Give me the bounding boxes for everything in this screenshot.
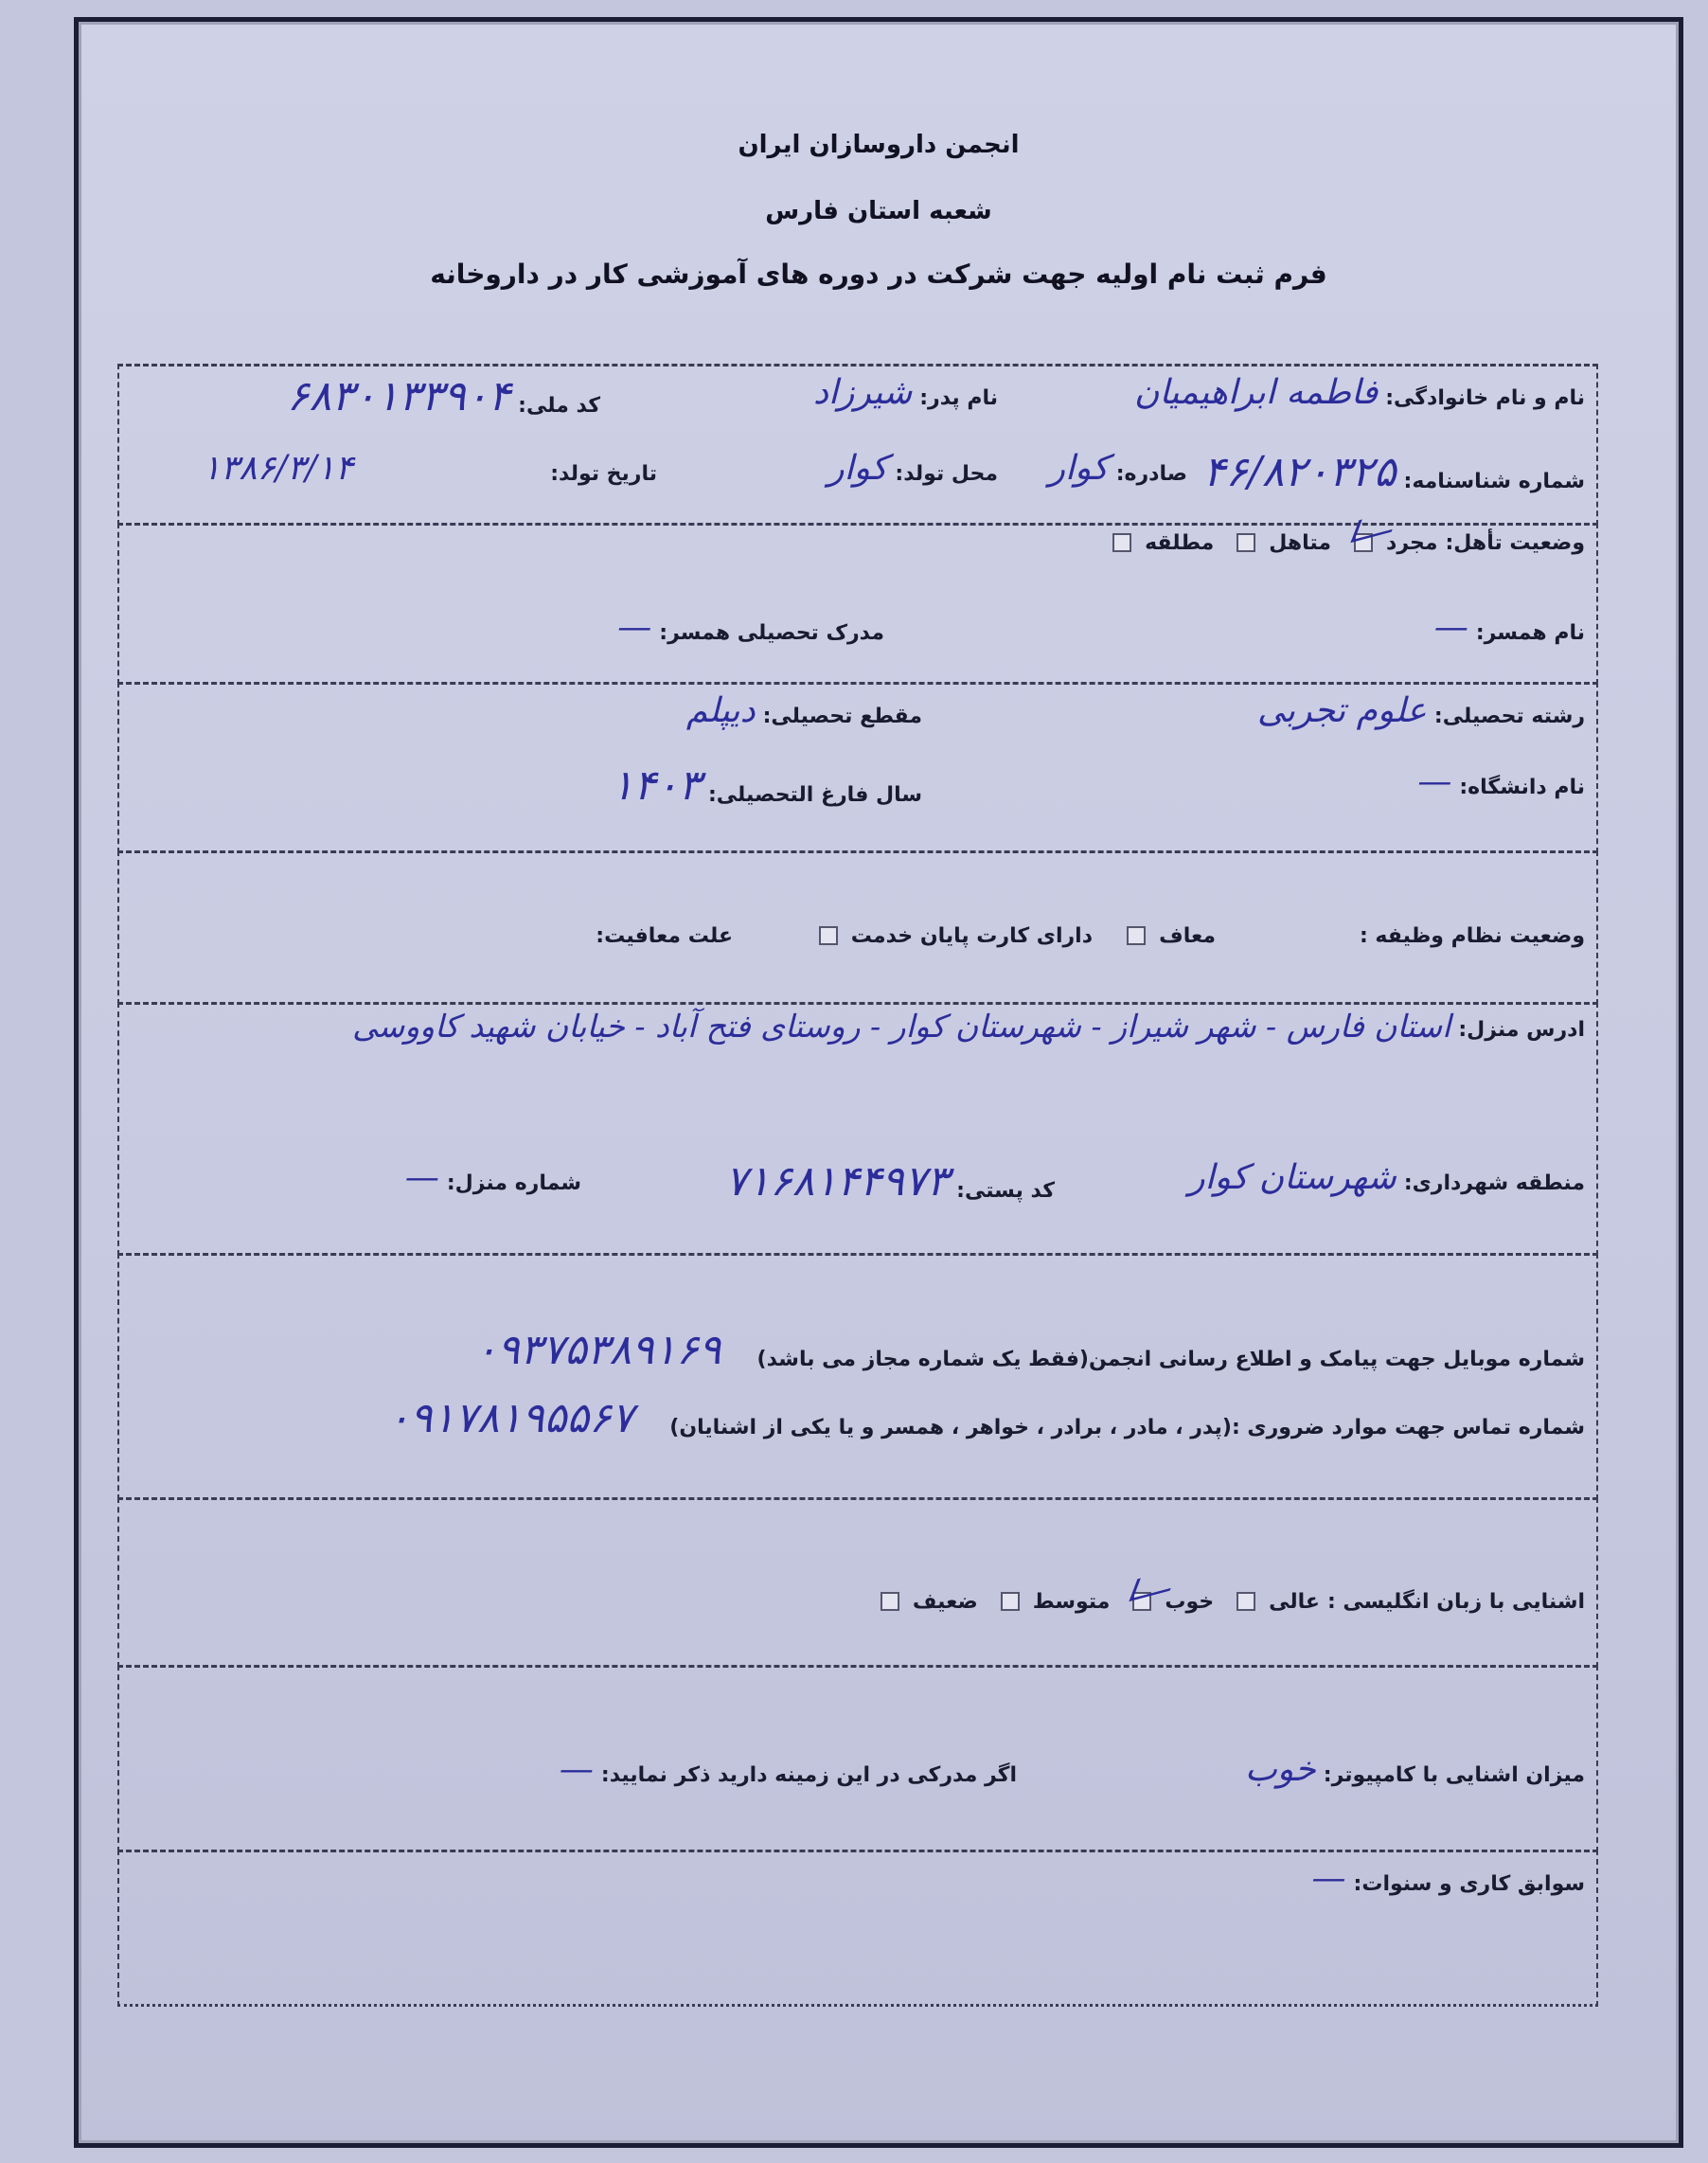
checkbox-icon[interactable] [1237, 1592, 1255, 1611]
spouse-degree-field[interactable]: مدرک تحصیلی همسر: — [617, 608, 884, 647]
marital-option-married[interactable]: متاهل [1231, 531, 1331, 555]
computer-skill-field[interactable]: میزان اشنایی با کامپیوتر: خوب [1245, 1750, 1585, 1789]
education-section [117, 682, 1598, 853]
experience-section [117, 1850, 1598, 2007]
checkbox-icon[interactable] [881, 1592, 899, 1611]
checkbox-icon[interactable] [1001, 1592, 1020, 1611]
computer-certificate-field[interactable]: اگر مدرکی در این زمینه دارید ذکر نمایید: — [559, 1750, 1017, 1789]
education-level-value: دیپلم [685, 691, 756, 730]
english-section [117, 1497, 1598, 1668]
military-section [117, 850, 1598, 1005]
form-title: فرم ثبت نام اولیه جهت شرکت در دوره های آموزشی کار در داروخانه [430, 259, 1327, 290]
checkbox-checked-icon[interactable] [1132, 1592, 1151, 1611]
id-number-value: ۴۶/۸۲۰۳۲۵ [1202, 448, 1397, 496]
university-field[interactable]: نام دانشگاه: — [1417, 762, 1585, 801]
work-experience-field[interactable]: سوابق کاری و سنوات: — [1311, 1859, 1585, 1898]
checkbox-icon[interactable] [1127, 926, 1146, 945]
organization-title: انجمن داروسازان ایران [738, 131, 1020, 159]
postal-code-value: ۷۱۶۸۱۴۴۹۷۳ [724, 1157, 950, 1206]
birth-date-field[interactable]: تاریخ تولد: ۱۳۸۶/۳/۱۴ [202, 449, 657, 488]
computer-skill-value: خوب [1245, 1750, 1316, 1789]
issued-field[interactable]: صادره: کوار [1048, 449, 1187, 488]
emergency-contact-field[interactable]: شماره تماس جهت موارد ضروری :(پدر ، مادر ، برادر ، خواهر ، همسر و یا یکی از اشنایان) ۰۹۱۷۸۱۹۵۵۶۷ [387, 1394, 1585, 1442]
emergency-contact-value: ۰۹۱۷۸۱۹۵۵۶۷ [387, 1394, 634, 1442]
spouse-degree-value: — [617, 608, 652, 647]
graduation-year-field[interactable]: سال فارغ التحصیلی: ۱۴۰۳ [611, 761, 922, 810]
spouse-name-field[interactable]: نام همسر: — [1433, 608, 1585, 647]
postal-code-field[interactable]: کد پستی: ۷۱۶۸۱۴۴۹۷۳ [724, 1157, 1055, 1206]
study-field[interactable]: رشته تحصیلی: علوم تجربی [1257, 691, 1585, 730]
education-level-field[interactable]: مقطع تحصیلی: دیپلم [685, 691, 922, 730]
study-field-value: علوم تجربی [1257, 691, 1427, 730]
father-name-field[interactable]: نام پدر: شیرزاد [812, 373, 998, 412]
house-number-value: — [404, 1158, 439, 1197]
marital-option-single[interactable]: مجرد [1348, 531, 1437, 555]
marital-status-field: وضعیت تأهل: مجرد متاهل مطلقه [1090, 531, 1585, 555]
mobile-value: ۰۹۳۷۵۳۸۹۱۶۹ [474, 1326, 721, 1374]
identity-section [117, 364, 1598, 526]
english-skill-field: اشنایی با زبان انگلیسی : عالی خوب متوسط ضعیف [858, 1590, 1585, 1614]
checkbox-icon[interactable] [819, 926, 838, 945]
english-option-good[interactable]: خوب [1127, 1590, 1214, 1614]
address-section [117, 1002, 1598, 1256]
work-experience-value: — [1311, 1859, 1346, 1898]
issued-value: کوار [1048, 449, 1109, 488]
full-name-field[interactable]: نام و نام خانوادگی: فاطمه ابراهیمیان [1134, 373, 1585, 412]
house-number-field[interactable]: شماره منزل: — [404, 1158, 581, 1197]
branch-title: شعبه استان فارس [765, 197, 992, 225]
english-option-weak[interactable]: ضعیف [875, 1590, 978, 1614]
municipality-field[interactable]: منطقه شهرداری: شهرستان کوار [1188, 1158, 1585, 1197]
computer-certificate-value: — [559, 1750, 594, 1789]
english-option-average[interactable]: متوسط [995, 1590, 1111, 1614]
exemption-reason-field[interactable]: علت معافیت: [596, 924, 733, 948]
id-number-field[interactable]: شماره شناسنامه: ۴۶/۸۲۰۳۲۵ [1202, 448, 1585, 496]
full-name-value: فاطمه ابراهیمیان [1134, 373, 1379, 412]
birth-place-value: کوار [827, 449, 888, 488]
checkbox-icon[interactable] [1237, 533, 1255, 552]
home-address-field[interactable]: ادرس منزل: استان فارس - شهر شیراز - شهرستان کوار - روستای فتح آباد - خیابان شهید کاووسی [352, 1008, 1585, 1045]
english-option-excellent[interactable]: عالی [1231, 1590, 1320, 1614]
form-header [74, 131, 1683, 290]
national-code-field[interactable]: کد ملی: ۶۸۳۰۱۳۳۹۰۴ [286, 372, 600, 420]
military-status-label: وضعیت نظام وظیفه : [1359, 924, 1585, 948]
contact-section [117, 1253, 1598, 1500]
graduation-year-value: ۱۴۰۳ [611, 761, 701, 810]
checkbox-checked-icon[interactable] [1354, 533, 1373, 552]
mobile-field[interactable]: شماره موبایل جهت پیامک و اطلاع رسانی انجمن(فقط یک شماره مجاز می باشد) ۰۹۳۷۵۳۸۹۱۶۹ [474, 1326, 1585, 1374]
home-address-value: استان فارس - شهر شیراز - شهرستان کوار - روستای فتح آباد - خیابان شهید کاووسی [352, 1008, 1451, 1045]
birth-place-field[interactable]: محل تولد: کوار [827, 449, 998, 488]
marital-option-divorced[interactable]: مطلقه [1107, 531, 1214, 555]
computer-section [117, 1665, 1598, 1852]
national-code-value: ۶۸۳۰۱۳۳۹۰۴ [286, 372, 511, 420]
university-value: — [1417, 762, 1452, 801]
spouse-name-value: — [1433, 608, 1468, 647]
form-page [74, 17, 1683, 2148]
military-option-exempt[interactable]: معاف [1121, 924, 1216, 948]
military-option-card[interactable]: دارای کارت پایان خدمت [813, 924, 1093, 948]
birth-date-value: ۱۳۸۶/۳/۱۴ [202, 449, 354, 488]
father-name-value: شیرزاد [812, 373, 913, 412]
municipality-value: شهرستان کوار [1188, 1158, 1397, 1197]
checkbox-icon[interactable] [1112, 533, 1131, 552]
marital-section [117, 523, 1598, 685]
